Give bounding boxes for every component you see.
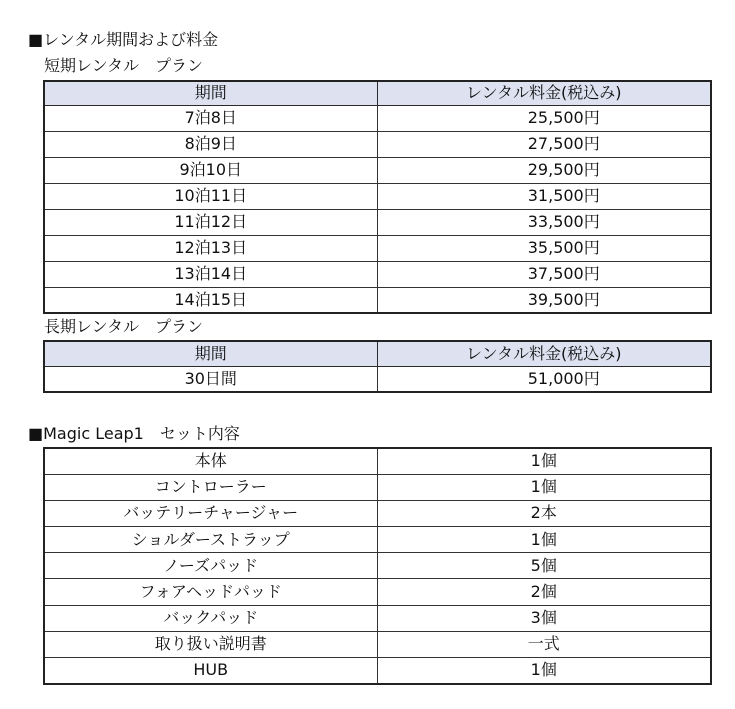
item-cell: 取り扱い説明書 <box>44 631 377 657</box>
value-cell: 一式 <box>377 631 711 657</box>
item-cell: バッテリーチャージャー <box>44 500 377 526</box>
item-cell: バックパッド <box>44 605 377 631</box>
value-cell: 3個 <box>377 605 711 631</box>
item-cell: ショルダーストラップ <box>44 527 377 553</box>
set-contents-table <box>43 447 712 685</box>
table-row <box>44 131 711 157</box>
header-period: 期間 <box>44 81 377 105</box>
table-row <box>44 579 711 605</box>
table-row <box>44 183 711 209</box>
value-cell: 2本 <box>377 500 711 526</box>
value-cell: 1個 <box>377 448 711 474</box>
value-cell: 33,500円 <box>377 209 711 235</box>
value-cell: 5個 <box>377 553 711 579</box>
short-plan-title: 短期レンタル プラン <box>44 56 203 75</box>
table-row <box>44 235 711 261</box>
value-cell: 51,000円 <box>377 366 711 392</box>
value-cell: 1個 <box>377 474 711 500</box>
value-cell: 1個 <box>377 527 711 553</box>
item-cell: 10泊11日 <box>44 183 377 209</box>
table-row <box>44 157 711 183</box>
long-plan-table <box>43 340 712 393</box>
table-row <box>44 553 711 579</box>
table-row <box>44 605 711 631</box>
value-cell: 37,500円 <box>377 261 711 287</box>
header-price: レンタル料金(税込み) <box>377 341 711 366</box>
long-plan-title: 長期レンタル プラン <box>44 317 203 336</box>
value-cell: 31,500円 <box>377 183 711 209</box>
item-cell: 13泊14日 <box>44 261 377 287</box>
item-cell: 11泊12日 <box>44 209 377 235</box>
value-cell: 2個 <box>377 579 711 605</box>
value-cell: 29,500円 <box>377 157 711 183</box>
value-cell: 27,500円 <box>377 131 711 157</box>
table-row <box>44 527 711 553</box>
item-cell: HUB <box>44 658 377 684</box>
set-section-heading: ■Magic Leap1 セット内容 <box>28 424 240 443</box>
value-cell: 1個 <box>377 658 711 684</box>
item-cell: 14泊15日 <box>44 287 377 313</box>
header-price: レンタル料金(税込み) <box>377 81 711 105</box>
item-cell: 12泊13日 <box>44 235 377 261</box>
table-row <box>44 631 711 657</box>
table-row <box>44 474 711 500</box>
item-cell: 8泊9日 <box>44 131 377 157</box>
item-cell: コントローラー <box>44 474 377 500</box>
table-row <box>44 105 711 131</box>
value-cell: 39,500円 <box>377 287 711 313</box>
header-period: 期間 <box>44 341 377 366</box>
item-cell: 9泊10日 <box>44 157 377 183</box>
value-cell: 25,500円 <box>377 105 711 131</box>
item-cell: 7泊8日 <box>44 105 377 131</box>
table-row <box>44 658 711 684</box>
rental-section-heading: ■レンタル期間および料金 <box>28 30 219 49</box>
short-plan-table <box>43 80 712 314</box>
table-row <box>44 209 711 235</box>
item-cell: 30日間 <box>44 366 377 392</box>
item-cell: ノーズパッド <box>44 553 377 579</box>
table-row <box>44 261 711 287</box>
table-row <box>44 448 711 474</box>
table-row <box>44 366 711 392</box>
item-cell: フォアヘッドパッド <box>44 579 377 605</box>
table-row <box>44 287 711 313</box>
item-cell: 本体 <box>44 448 377 474</box>
value-cell: 35,500円 <box>377 235 711 261</box>
table-row <box>44 500 711 526</box>
